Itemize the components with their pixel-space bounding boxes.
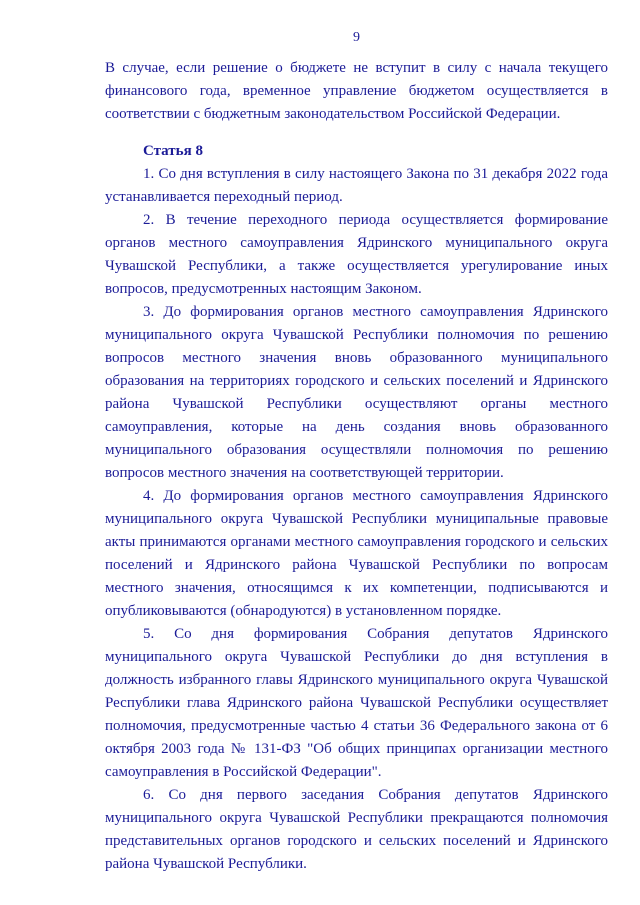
article-heading: Статья 8	[143, 143, 203, 159]
article-item-4: 4. До формирования органов местного самоуправления Ядринского муниципального округа Чувашской Республики муниципальные правовые акты принимаются органами местного самоуправления городского и сельских поселений и Ядринского района Чувашской Республики по вопросам местного значения, относящимся к их компетенции, подписываются и опубликовываются (обнародуются) в установленном порядке.	[105, 488, 608, 619]
article-item-1: 1. Со дня вступления в силу настоящего Закона по 31 декабря 2022 года устанавливается переходный период.	[105, 166, 608, 205]
article-item-3: 3. До формирования органов местного самоуправления Ядринского муниципального округа Чувашской Республики полномочия по решению вопросов местного значения вновь образованного муниципального образования на территориях городского и сельских поселений и Ядринского района Чувашской Республики осуществляют органы местного самоуправления, которые на день создания вновь образованного муниципального образования осуществляли полномочия по решению вопросов местного значения на соответствующей территории.	[105, 304, 608, 481]
article-item-5: 5. Со дня формирования Собрания депутатов Ядринского муниципального округа Чувашской Республики до дня вступления в должность избранного главы Ядринского муниципального округа Чувашской Республики глава Ядринского района Чувашской Республики осуществляет полномочия, предусмотренные частью 4 статьи 36 Федерального закона от 6 октября 2003 года № 131-ФЗ "Об общих принципах организации местного самоуправления в Российской Федерации".	[105, 626, 608, 780]
document-content	[105, 57, 608, 876]
article-item-6: 6. Со дня первого заседания Собрания депутатов Ядринского муниципального округа Чувашской Республики прекращаются полномочия представительных органов городского и сельских поселений и Ядринского района Чувашской Республики.	[105, 787, 608, 872]
intro-paragraph: В случае, если решение о бюджете не вступит в силу с начала текущего финансового года, временное управление бюджетом осуществляется в соответствии с бюджетным законодательством Российской Федерации.	[105, 60, 608, 122]
article-item-2: 2. В течение переходного периода осуществляется формирование органов местного самоуправления Ядринского муниципального округа Чувашской Республики, а также осуществляется урегулирование иных вопросов, предусмотренных настоящим Законом.	[105, 212, 608, 297]
page-number: 9	[353, 30, 360, 45]
